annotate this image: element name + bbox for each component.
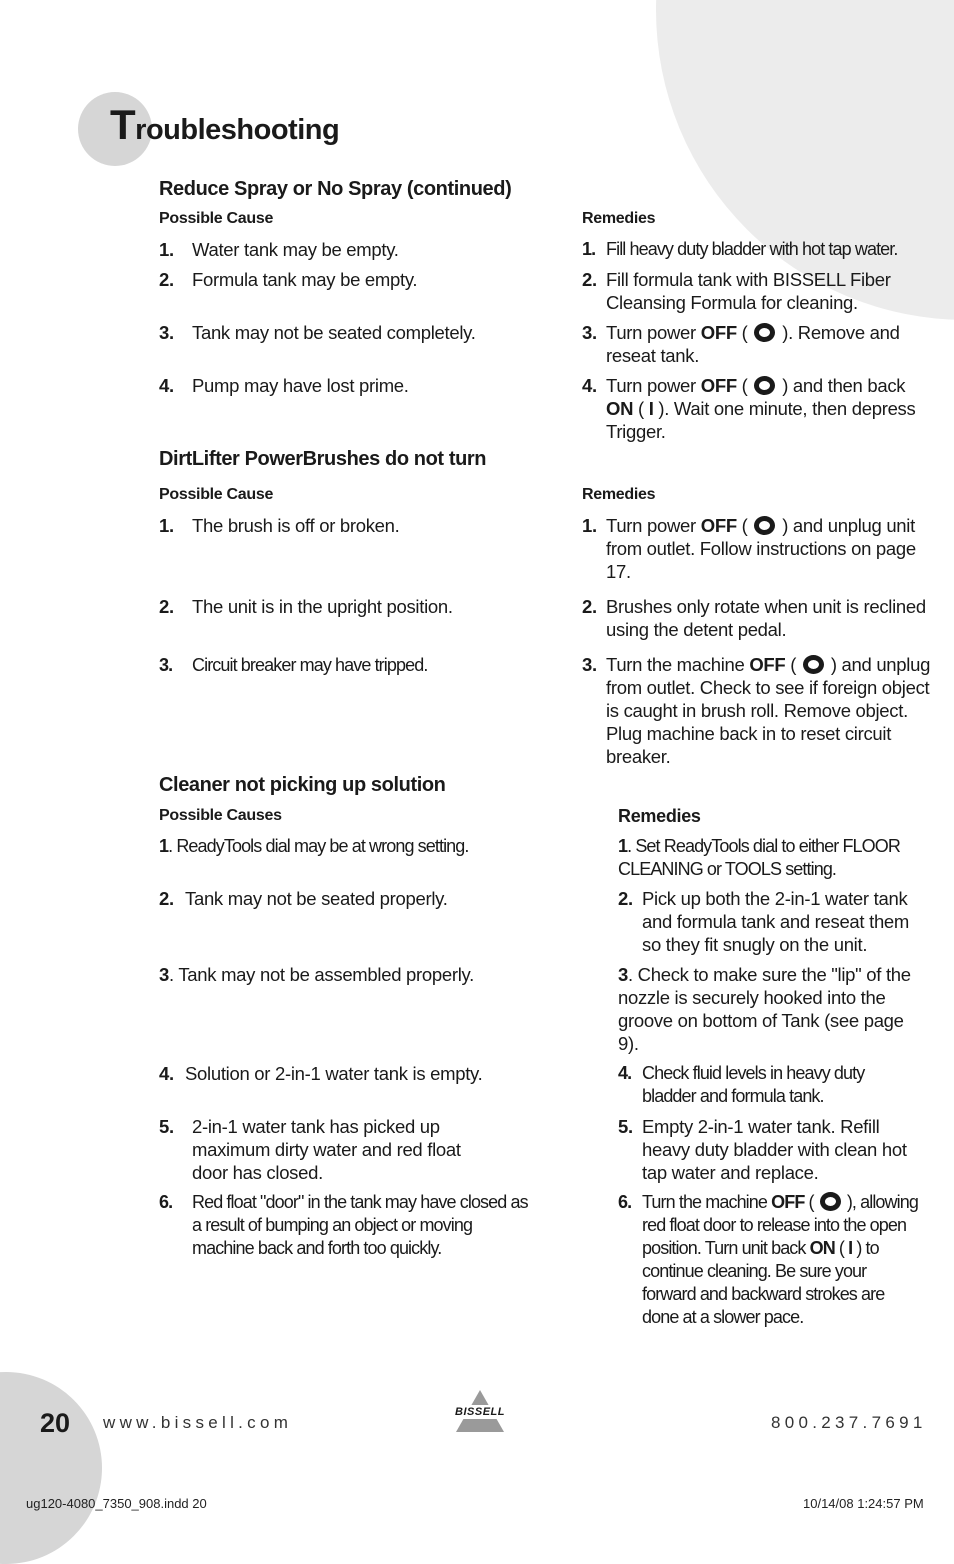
phone-number: 800.237.7691 [771, 1413, 927, 1432]
remedy-item: 1. Fill heavy duty bladder with hot tap water. [582, 239, 898, 259]
remedy-item: 5. Empty 2-in-1 water tank. Refill heavy duty bladder with clean hot tap water and replace. [618, 1116, 907, 1183]
remedy-item: 4. Turn power OFF ( ) and then back ON ( I ). Wait one minute, then depress Trigger. [582, 375, 916, 442]
remedy-item: 2. Pick up both the 2-in-1 water tank and formula tank and reseat them so they fit snugly on the unit. [618, 888, 910, 955]
remedy-item: 2. Fill formula tank with BISSELL Fiber Cleansing Formula for cleaning. [582, 269, 891, 313]
remedy-item: 4. Check fluid levels in heavy duty bladder and formula tank. [618, 1063, 865, 1106]
remedy-item: 1. Turn power OFF ( ) and unplug unit from outlet. Follow instructions on page 17. [582, 515, 916, 582]
cause-item: 2. Formula tank may be empty. [159, 269, 418, 290]
remedy-heading: Remedies [582, 486, 656, 503]
power-off-icon [754, 323, 775, 342]
cause-item: 3. Tank may not be assembled properly. [159, 964, 474, 985]
cause-heading: Possible Causes [159, 807, 282, 824]
cause-item: 6. Red float "door" in the tank may have closed as a result of bumping an object or moving machine back and forth too quickly. [159, 1192, 528, 1258]
section-title: Reduce Spray or No Spray (continued) [159, 178, 512, 200]
power-off-icon [754, 376, 775, 395]
remedy-item: 3. Turn power OFF ( ). Remove and reseat tank. [582, 322, 900, 366]
cause-item: 5. 2-in-1 water tank has picked up maximum dirty water and red float door has closed. [159, 1116, 461, 1183]
section-title: DirtLifter PowerBrushes do not turn [159, 448, 487, 470]
cause-item: 4. Solution or 2-in-1 water tank is empty. [159, 1063, 483, 1084]
cause-item: 2. The unit is in the upright position. [159, 596, 453, 617]
page-number: 20 [40, 1408, 71, 1438]
footer-circle [0, 1372, 102, 1564]
cause-item: 1. Water tank may be empty. [159, 239, 399, 260]
remedy-item: 3. Check to make sure the "lip" of the nozzle is securely hooked into the groove on bottom of Tank (see page 9). [618, 964, 911, 1054]
remedy-item: 1. Set ReadyTools dial to either FLOOR CLEANING or TOOLS setting. [618, 836, 900, 879]
page-title: Troubleshooting [110, 101, 340, 148]
power-off-icon [820, 1192, 841, 1211]
remedy-heading: Remedies [618, 806, 701, 826]
print-slug-date: 10/14/08 1:24:57 PM [803, 1496, 924, 1511]
remedy-item: 6. Turn the machine OFF ( ), allowing red float door to release into the open position. Turn unit back ON ( I ) to continue cleaning. Be sure your forward and backward strokes are done at a slower pace. [618, 1192, 918, 1327]
power-off-icon [754, 516, 775, 535]
cause-item: 3. Tank may not be seated completely. [159, 322, 476, 343]
cause-item: 1. ReadyTools dial may be at wrong setting. [159, 836, 469, 856]
cause-heading: Possible Cause [159, 486, 274, 503]
power-off-icon [803, 655, 824, 674]
print-slug-file: ug120-4080_7350_908.indd 20 [26, 1496, 207, 1511]
cause-heading: Possible Cause [159, 210, 274, 227]
cause-item: 4. Pump may have lost prime. [159, 375, 409, 396]
cause-item: 2. Tank may not be seated properly. [159, 888, 448, 909]
remedy-heading: Remedies [582, 210, 656, 227]
cause-item: 1. The brush is off or broken. [159, 515, 400, 536]
remedy-item: 3. Turn the machine OFF ( ) and unplug from outlet. Check to see if foreign object is caught in brush roll. Remove object. Plug machine back in to reset circuit breaker. [582, 654, 931, 767]
section-title: Cleaner not picking up solution [159, 774, 446, 796]
cause-item: 3. Circuit breaker may have tripped. [159, 655, 428, 675]
logo-wordmark: BISSELL [451, 1405, 509, 1419]
website-text: www.bissell.com [103, 1413, 293, 1432]
remedy-item: 2. Brushes only rotate when unit is reclined using the detent pedal. [582, 596, 926, 640]
